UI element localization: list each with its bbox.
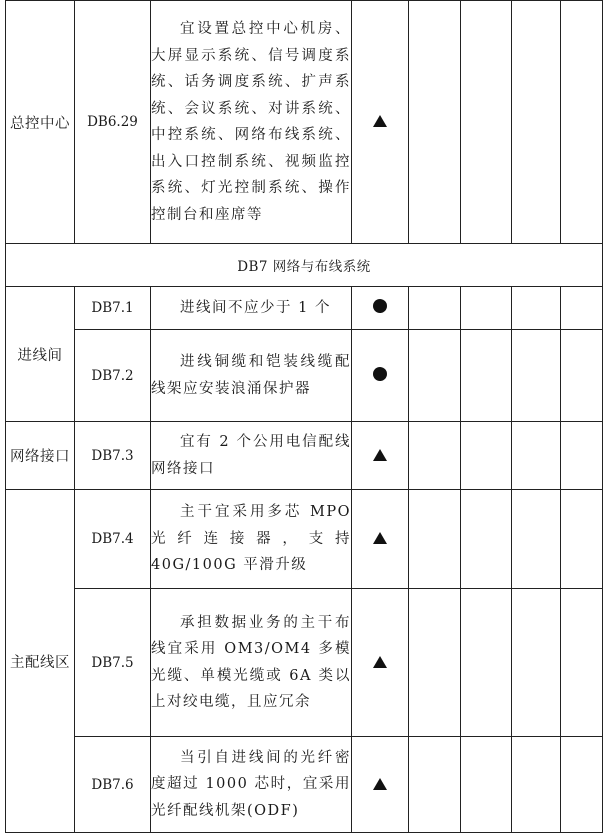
triangle-icon (373, 449, 387, 461)
triangle-icon (373, 115, 387, 127)
circle-icon (373, 367, 387, 381)
table-row (6, 1, 603, 244)
empty-cell (409, 287, 461, 330)
requirement-text: 承担数据业务的主干布线宜采用 OM3/OM4 多模光缆、单模光缆或 6A 类以上对绞电缆，且应冗余 (151, 614, 351, 710)
requirement-text: 进线铜缆和铠装线缆配线架应安装浪涌保护器 (151, 354, 351, 397)
empty-cell (409, 422, 461, 490)
mark-cell (352, 330, 409, 422)
empty-cell (461, 422, 512, 490)
requirement-cell (151, 422, 352, 490)
empty-cell (512, 287, 561, 330)
empty-cell (512, 589, 561, 737)
mark-cell (352, 737, 409, 833)
requirement-cell (151, 737, 352, 833)
category-cell: 总控中心 (6, 1, 75, 244)
spec-table (5, 0, 603, 833)
empty-cell (512, 1, 561, 244)
requirement-text: 宜有 2 个公用电信配线网络接口 (151, 434, 351, 477)
category-cell: 网络接口 (6, 422, 75, 490)
requirement-cell (151, 1, 352, 244)
table-row (6, 589, 603, 737)
empty-cell (512, 330, 561, 422)
section-title: DB7 网络与布线系统 (6, 244, 603, 287)
mark-cell (352, 1, 409, 244)
requirement-cell (151, 490, 352, 589)
code-cell: DB7.4 (75, 490, 151, 589)
empty-cell (561, 1, 603, 244)
requirement-cell (151, 330, 352, 422)
table-row (6, 330, 603, 422)
empty-cell (512, 490, 561, 589)
empty-cell (561, 589, 603, 737)
circle-icon (373, 299, 387, 313)
mark-cell (352, 490, 409, 589)
code-cell: DB7.1 (75, 287, 151, 330)
table-row (6, 422, 603, 490)
triangle-icon (373, 656, 387, 668)
requirement-text: 宜设置总控中心机房、大屏显示系统、信号调度系统、话务调度系统、扩声系统、会议系统、对讲系统、中控系统、网络布线系统、出入口控制系统、视频监控系统、灯光控制系统、操作控制台和座席等 (151, 21, 351, 223)
empty-cell (561, 422, 603, 490)
empty-cell (461, 330, 512, 422)
empty-cell (561, 490, 603, 589)
document-page (5, 0, 602, 834)
empty-cell (512, 422, 561, 490)
code-cell: DB7.5 (75, 589, 151, 737)
empty-cell (409, 490, 461, 589)
empty-cell (561, 330, 603, 422)
requirement-text: 当引自进线间的光纤密度超过 1000 芯时，宜采用光纤配线机架(ODF) (151, 749, 351, 819)
empty-cell (561, 737, 603, 833)
requirement-text: 主干宜采用多芯 MPO 光纤连接器，支持 40G/100G 平滑升级 (151, 504, 351, 574)
section-row (6, 244, 603, 287)
empty-cell (461, 287, 512, 330)
code-cell: DB7.6 (75, 737, 151, 833)
mark-cell (352, 589, 409, 737)
table-row (6, 490, 603, 589)
empty-cell (409, 589, 461, 737)
code-cell: DB7.3 (75, 422, 151, 490)
mark-cell (352, 287, 409, 330)
triangle-icon (373, 778, 387, 790)
code-cell: DB7.2 (75, 330, 151, 422)
category-cell: 主配线区 (6, 490, 75, 833)
table-row (6, 737, 603, 833)
requirement-cell (151, 589, 352, 737)
requirement-cell (151, 287, 352, 330)
empty-cell (461, 490, 512, 589)
empty-cell (461, 737, 512, 833)
triangle-icon (373, 532, 387, 544)
empty-cell (409, 1, 461, 244)
table-row (6, 287, 603, 330)
mark-cell (352, 422, 409, 490)
category-cell: 进线间 (6, 287, 75, 422)
empty-cell (461, 1, 512, 244)
requirement-text: 进线间不应少于 1 个 (180, 299, 331, 316)
code-cell: DB6.29 (75, 1, 151, 244)
empty-cell (512, 737, 561, 833)
empty-cell (409, 330, 461, 422)
empty-cell (409, 737, 461, 833)
empty-cell (461, 589, 512, 737)
empty-cell (561, 287, 603, 330)
